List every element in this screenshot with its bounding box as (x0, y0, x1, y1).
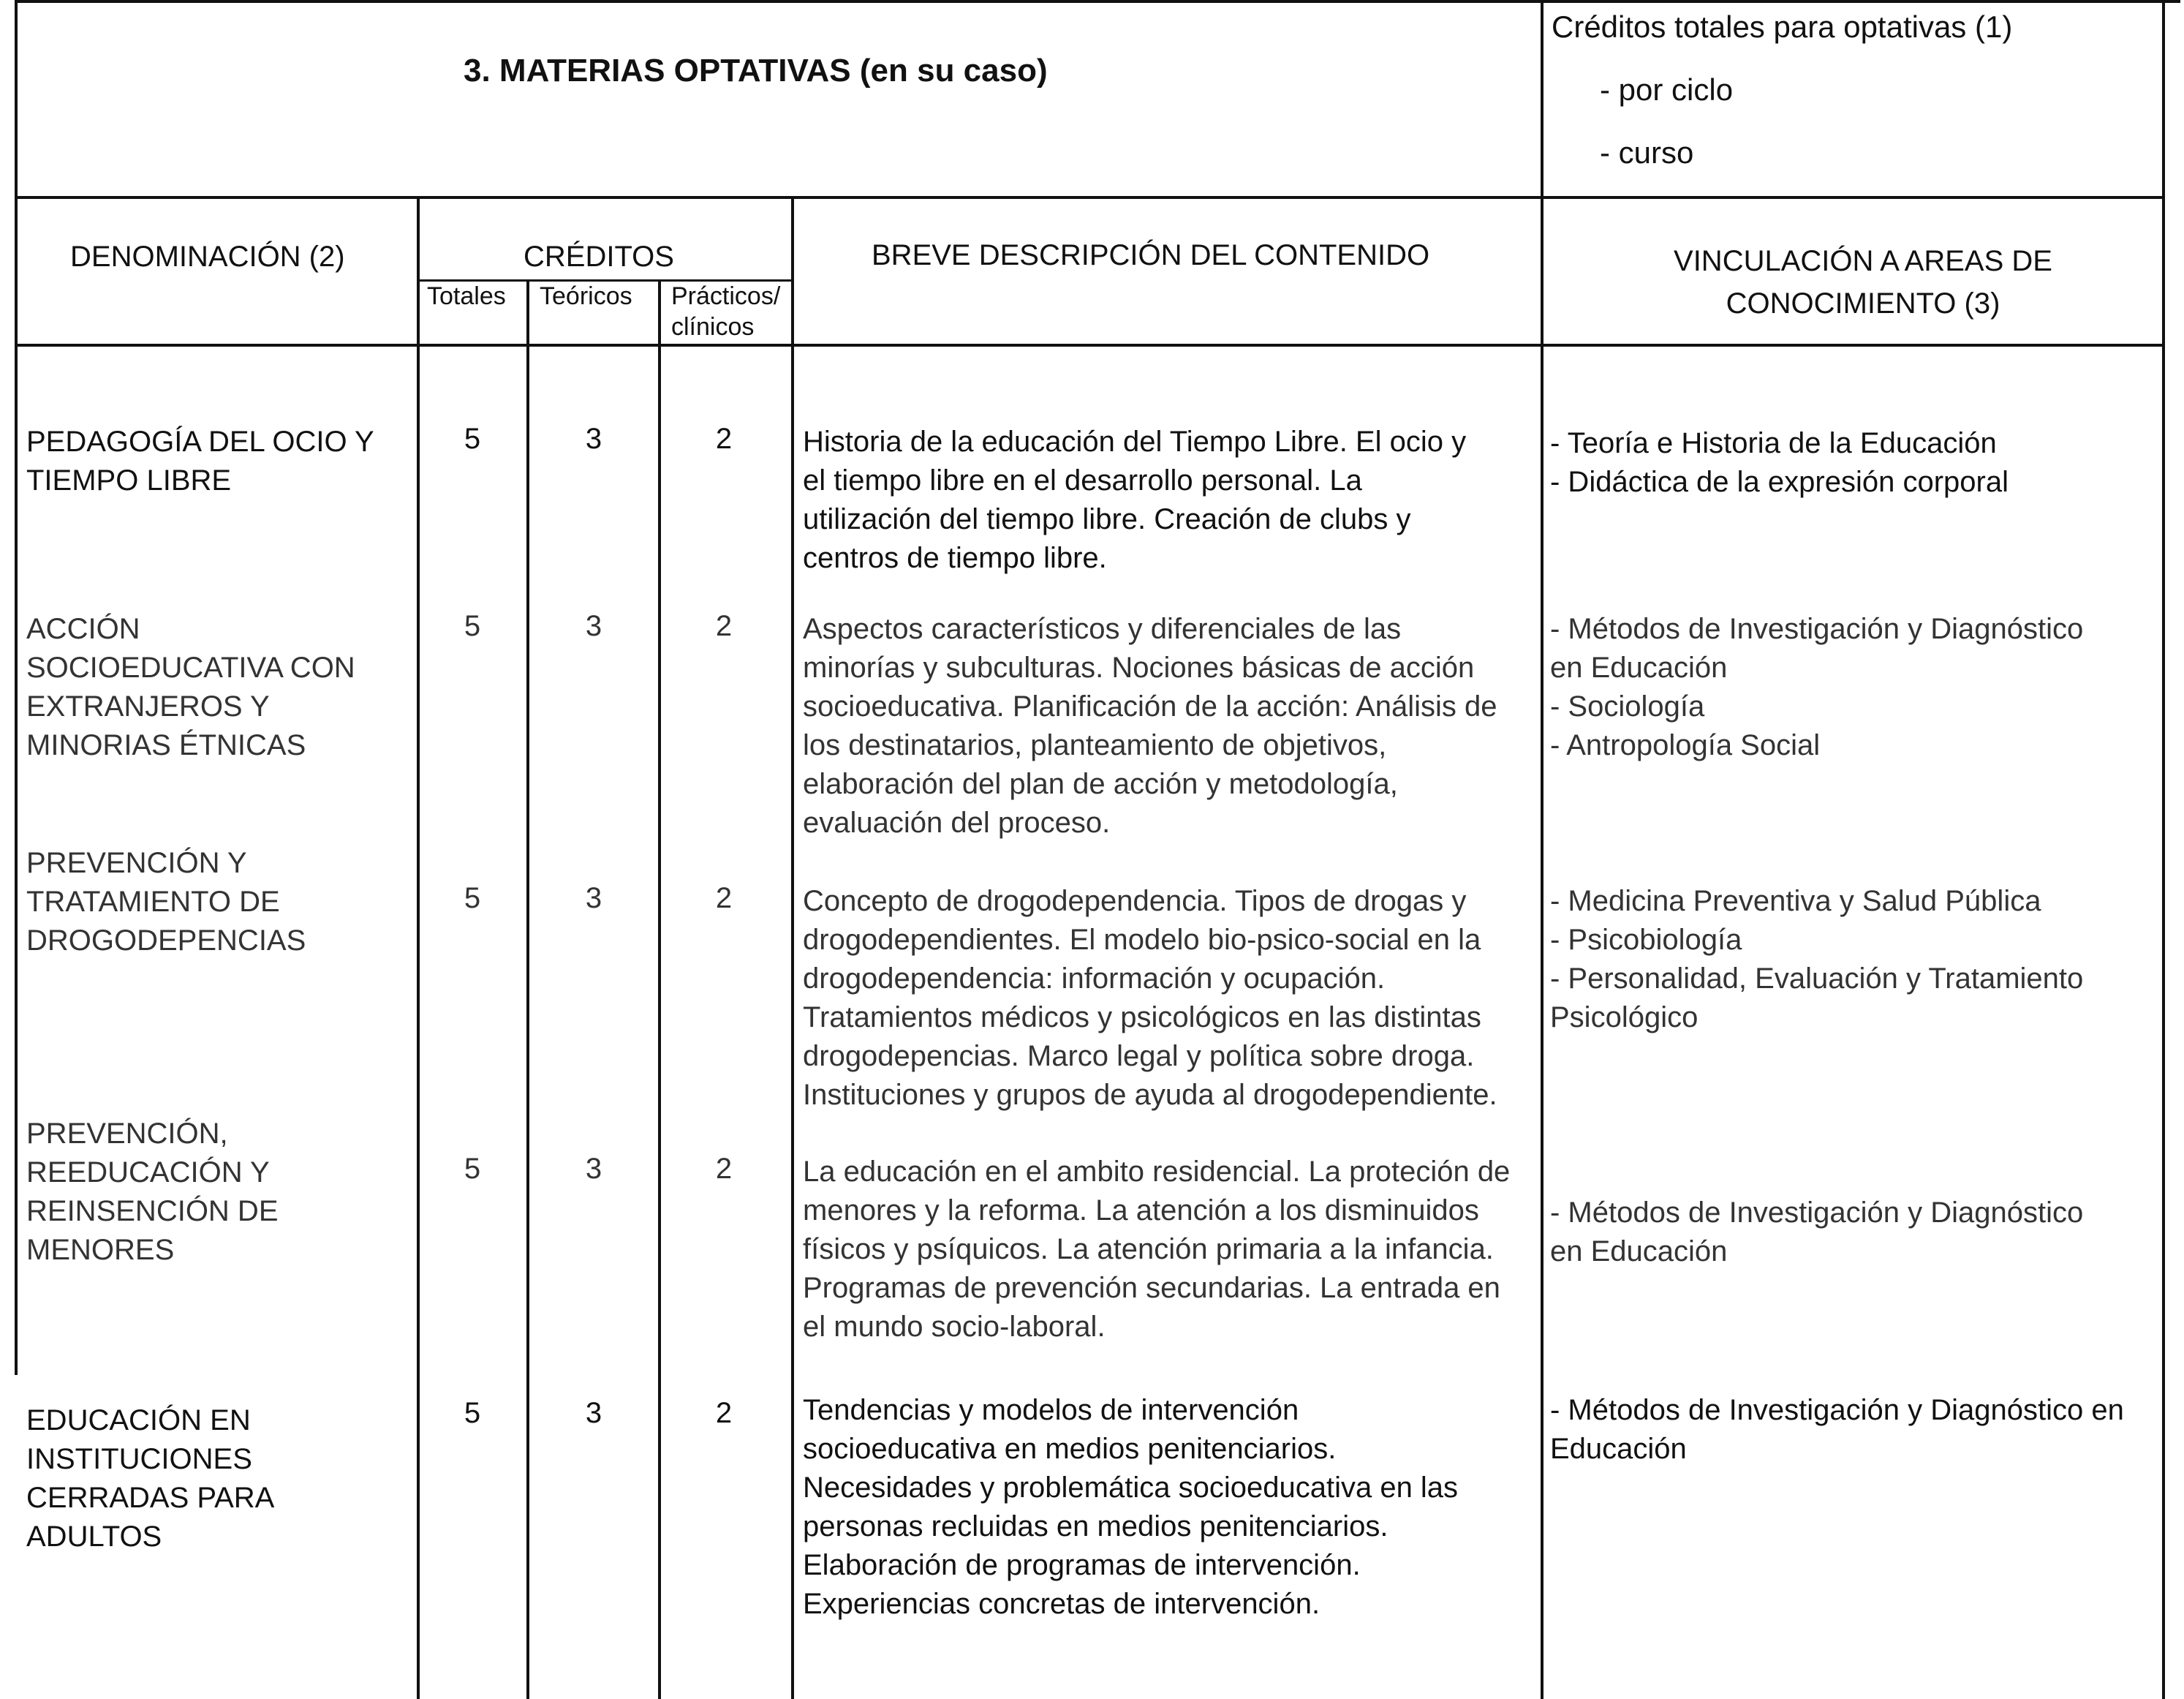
row-2-areas: - Métodos de Investigación y Diagnóstico en Educación - Sociología - Antropología Social (1550, 613, 2084, 761)
row-2-totales: 5 (464, 610, 481, 642)
col-header-creditos: CRÉDITOS (524, 241, 674, 273)
col-header-teoricos: Teóricos (540, 282, 632, 310)
row-5-practicos: 2 (715, 1397, 733, 1429)
col-line-4 (791, 197, 794, 1699)
row-1-practicos: 2 (715, 423, 733, 455)
per-course-label: - curso (1600, 135, 1694, 170)
row-2-teoricos: 3 (585, 610, 602, 642)
table-border-top (15, 0, 2180, 3)
row-4-teoricos: 3 (585, 1153, 602, 1185)
table-border-left (15, 0, 18, 1375)
col-header-vinculacion: VINCULACIÓN A AREAS DE CONOCIMIENTO (3) (1674, 245, 2052, 320)
row-1-teoricos: 3 (585, 423, 602, 455)
row-4-totales: 5 (464, 1153, 481, 1185)
col-header-denominacion: DENOMINACIÓN (2) (70, 241, 345, 273)
col-line-5 (1541, 0, 1543, 1699)
col-line-1 (417, 197, 420, 1699)
col-line-3 (658, 281, 661, 1699)
row-5-description: Tendencias y modelos de intervención socioeducativa en medios penitenciarios. Necesidades y problemática socioeducativa en las personas recluidas en medios penitenciarios. Elaboración de programas de intervención. Experiencias concretas de intervención. (803, 1394, 1459, 1620)
col-line-2 (526, 281, 529, 1699)
col-header-practicos: Prácticos/ clínicos (671, 282, 781, 341)
col-header-totales: Totales (427, 282, 506, 310)
row-5-totales: 5 (464, 1397, 481, 1429)
row-3-teoricos: 3 (585, 882, 602, 914)
column-header-divider (15, 344, 2165, 347)
row-3-totales: 5 (464, 882, 481, 914)
row-4-practicos: 2 (715, 1153, 733, 1185)
per-cycle-label: - por ciclo (1600, 72, 1734, 107)
row-1-totales: 5 (464, 423, 481, 455)
row-2-description: Aspectos característicos y diferenciales de las minorías y subculturas. Nociones básicas de acción socioeducativa. Planificación de la acción: Análisis de los destinatarios, planteamiento de objetivos, elaboración del plan de acción y metodología, evaluación del proceso. (803, 613, 1497, 839)
row-4-areas: - Métodos de Investigación y Diagnóstico en Educación (1550, 1197, 2084, 1267)
header-divider (15, 196, 2165, 199)
row-5-teoricos: 3 (585, 1397, 602, 1429)
row-5-name: EDUCACIÓN EN INSTITUCIONES CERRADAS PARA ADULTOS (26, 1404, 275, 1553)
row-2-practicos: 2 (715, 610, 733, 642)
row-3-description: Concepto de drogodependencia. Tipos de drogas y drogodependientes. El modelo bio-psico-social en la drogodependencia: información y ocupación. Tratamientos médicos y psicológicos en las distintas drogodepencias. Marco legal y política sobre droga. Instituciones y grupos de ayuda al drogodependiente. (803, 885, 1497, 1111)
row-3-name: PREVENCIÓN Y TRATAMIENTO DE DROGODEPENCIAS (26, 847, 306, 957)
credits-total-label: Créditos totales para optativas (1) (1552, 10, 2013, 44)
col-header-descripcion: BREVE DESCRIPCIÓN DEL CONTENIDO (872, 239, 1430, 271)
row-3-areas: - Medicina Preventiva y Salud Pública - Psicobiología - Personalidad, Evaluación y Tratamiento Psicológico (1550, 885, 2084, 1033)
row-4-name: PREVENCIÓN, REEDUCACIÓN Y REINSENCIÓN DE MENORES (26, 1118, 279, 1266)
row-2-name: ACCIÓN SOCIOEDUCATIVA CON EXTRANJEROS Y MINORIAS ÉTNICAS (26, 613, 355, 761)
row-4-description: La educación en el ambito residencial. La proteción de menores y la reforma. La atención a los disminuidos físicos y psíquicos. La atención primaria a la infancia. Programas de prevención secundarias. La entrada en el mundo socio-laboral. (803, 1156, 1511, 1343)
row-1-description: Historia de la educación del Tiempo Libre. El ocio y el tiempo libre en el desarrollo personal. La utilización del tiempo libre. Creación de clubs y centros de tiempo libre. (803, 426, 1467, 574)
table-border-right (2162, 0, 2165, 1699)
row-1-name: PEDAGOGÍA DEL OCIO Y TIEMPO LIBRE (26, 426, 374, 497)
row-1-areas: - Teoría e Historia de la Educación - Didáctica de la expresión corporal (1550, 427, 2009, 498)
page-title: 3. MATERIAS OPTATIVAS (en su caso) (464, 53, 1048, 88)
row-5-areas: - Métodos de Investigación y Diagnóstico en Educación (1550, 1394, 2124, 1465)
row-3-practicos: 2 (715, 882, 733, 914)
